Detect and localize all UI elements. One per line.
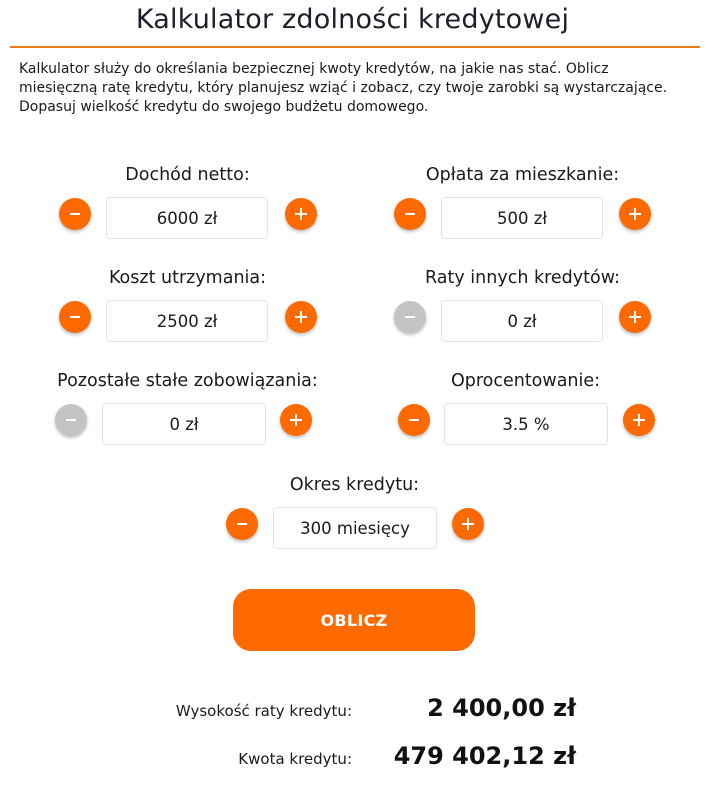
- other-loans-input[interactable]: 0 zł: [441, 300, 603, 342]
- housing-fee-minus-button[interactable]: [394, 198, 426, 230]
- interest-rate-plus-button[interactable]: [623, 404, 655, 436]
- minus-icon: [65, 414, 77, 426]
- minus-icon: [404, 208, 416, 220]
- interest-rate-label: Oprocentowanie:: [450, 371, 601, 391]
- page-title: Kalkulator zdolności kredytowej: [135, 4, 570, 35]
- net-income-plus-button[interactable]: [285, 198, 317, 230]
- interest-rate-input[interactable]: 3.5 %: [444, 403, 608, 445]
- living-cost-label: Koszt utrzymania:: [108, 268, 267, 288]
- other-obligations-minus-button[interactable]: [55, 404, 87, 436]
- minus-icon: [69, 208, 81, 220]
- minus-icon: [236, 518, 248, 530]
- living-cost-plus-button[interactable]: [285, 301, 317, 333]
- installment-label: Wysokość raty kredytu:: [175, 702, 352, 720]
- loan-amount-value: 479 402,12 zł: [393, 742, 576, 770]
- plus-icon: [628, 207, 642, 221]
- plus-icon: [461, 517, 475, 531]
- housing-fee-label: Opłata za mieszkanie:: [425, 165, 620, 185]
- interest-rate-minus-button[interactable]: [398, 404, 430, 436]
- loan-period-input[interactable]: 300 miesięcy: [273, 507, 437, 549]
- other-loans-minus-button[interactable]: [394, 301, 426, 333]
- title-divider: [10, 46, 700, 48]
- plus-icon: [632, 413, 646, 427]
- intro-text: Kalkulator służy do określania bezpiecznej kwoty kredytów, na jakie nas stać. Oblicz miesięczną ratę kredytu, który planujesz wziąć i zobacz, czy twoje zarobki są wystarczające. Dopasuj wielkość kredytu do swojego budżetu domowego.: [19, 61, 668, 115]
- installment-value: 2 400,00 zł: [427, 694, 576, 722]
- living-cost-input[interactable]: 2500 zł: [106, 300, 268, 342]
- loan-period-minus-button[interactable]: [226, 508, 258, 540]
- other-loans-plus-button[interactable]: [619, 301, 651, 333]
- loan-period-label: Okres kredytu:: [289, 475, 420, 495]
- other-obligations-input[interactable]: 0 zł: [102, 403, 266, 445]
- plus-icon: [289, 413, 303, 427]
- minus-icon: [408, 414, 420, 426]
- living-cost-minus-button[interactable]: [59, 301, 91, 333]
- plus-icon: [294, 310, 308, 324]
- housing-fee-input[interactable]: 500 zł: [441, 197, 603, 239]
- loan-period-plus-button[interactable]: [452, 508, 484, 540]
- net-income-label: Dochód netto:: [125, 165, 250, 185]
- plus-icon: [294, 207, 308, 221]
- minus-icon: [404, 311, 416, 323]
- other-obligations-label: Pozostałe stałe zobowiązania:: [57, 371, 318, 391]
- loan-amount-label: Kwota kredytu:: [238, 750, 352, 768]
- housing-fee-plus-button[interactable]: [619, 198, 651, 230]
- net-income-input[interactable]: 6000 zł: [106, 197, 268, 239]
- other-obligations-plus-button[interactable]: [280, 404, 312, 436]
- minus-icon: [69, 311, 81, 323]
- plus-icon: [628, 310, 642, 324]
- other-loans-label: Raty innych kredytów:: [425, 268, 620, 288]
- calculate-button[interactable]: OBLICZ: [233, 589, 475, 651]
- net-income-minus-button[interactable]: [59, 198, 91, 230]
